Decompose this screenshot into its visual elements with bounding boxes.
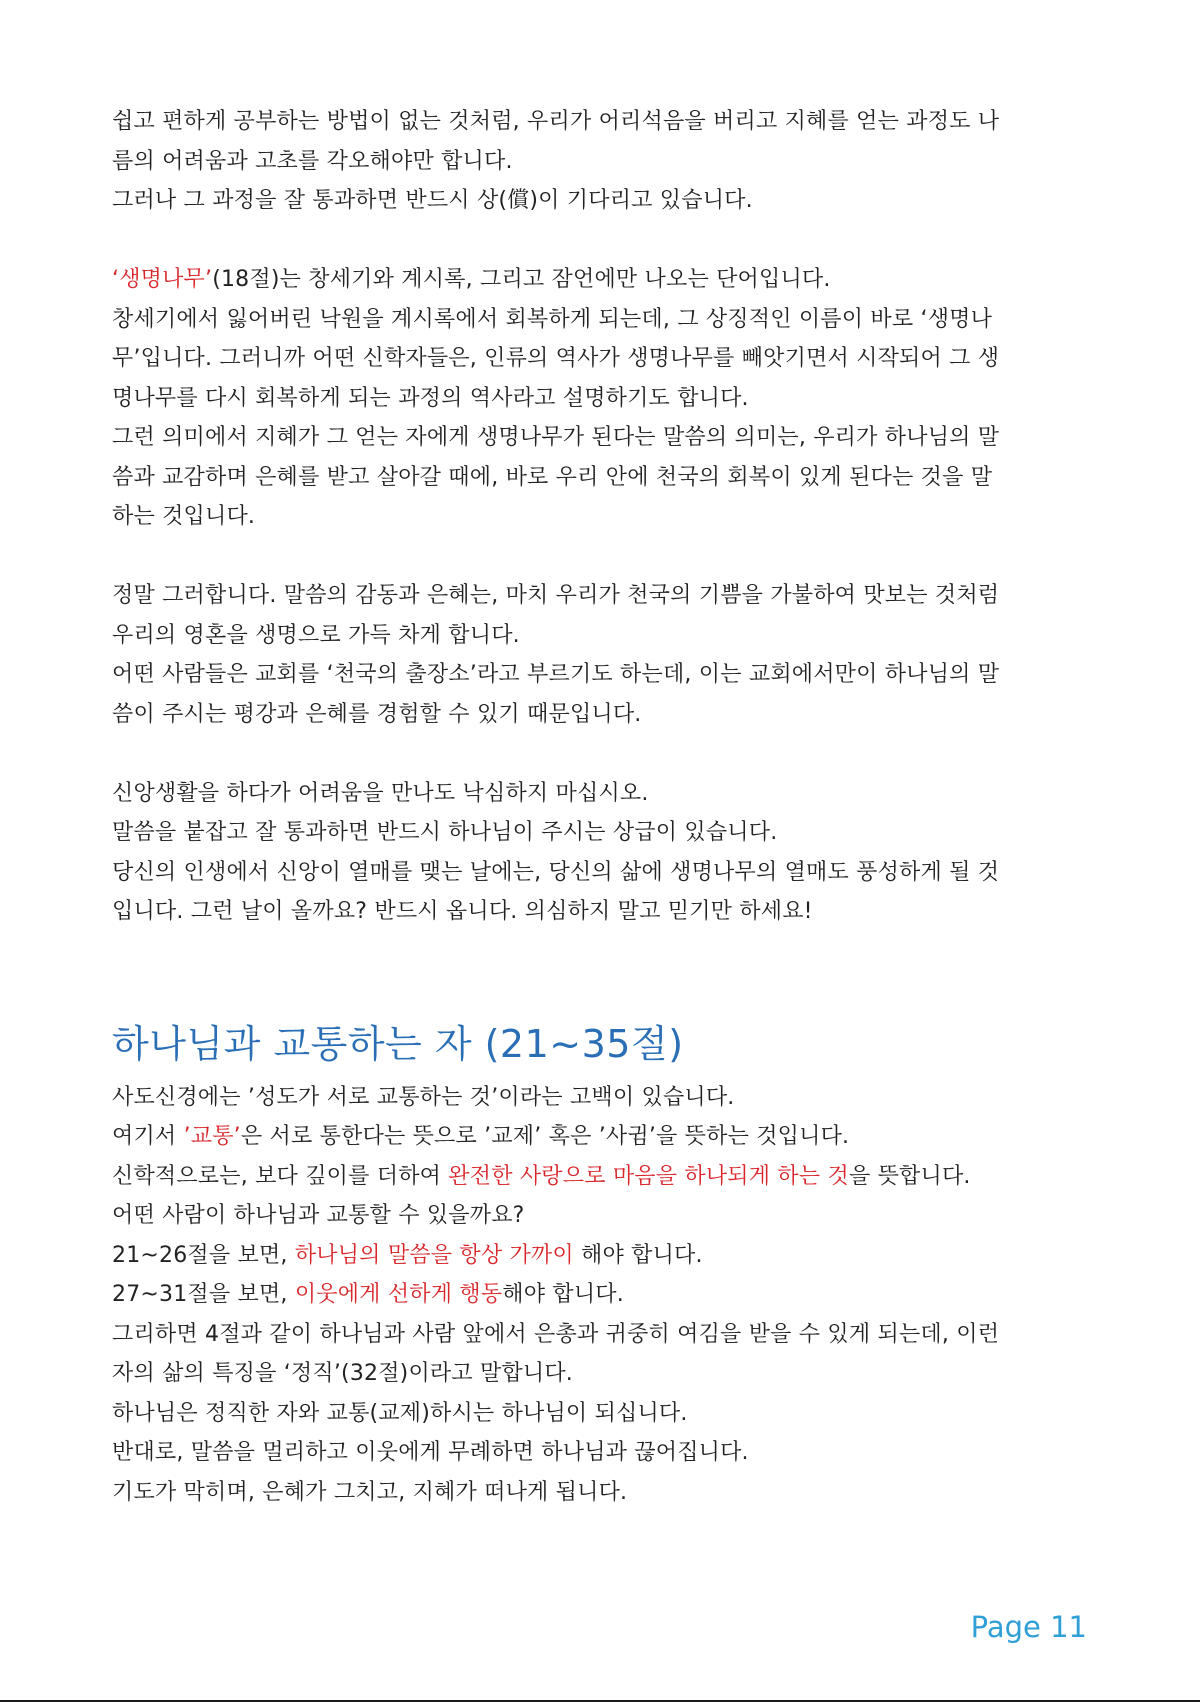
paragraph-line: 입니다. 그런 날이 올까요? 반드시 옵니다. 의심하지 말고 믿기만 하세요! [112, 899, 813, 924]
paragraph-line: 어떤 사람이 하나님과 교통할 수 있을까요? [112, 1203, 525, 1228]
paragraph-text: 여기서 [112, 1124, 184, 1149]
paragraph-gap [112, 221, 1088, 261]
paragraph-line: 당신의 인생에서 신앙이 열매를 맺는 날에는, 당신의 삶에 생명나무의 열매도 풍성하게 될 것 [112, 859, 1000, 885]
paragraph-line: 그리하면 4절과 같이 하나님과 사람 앞에서 은총과 귀중히 여김을 받을 수 있게 되는데, 이런 [112, 1321, 1000, 1347]
paragraph-line: 기도가 막히며, 은혜가 그치고, 지혜가 떠나게 됩니다. [112, 1479, 628, 1505]
highlight-text: 하나님의 말씀을 항상 가까이 [294, 1242, 574, 1268]
paragraph-text: 해야 합니다. [502, 1282, 624, 1307]
paragraph-gap [112, 734, 1088, 774]
paragraph-line [112, 260, 1088, 300]
paragraph-line [112, 1275, 1088, 1315]
paragraph-line: 정말 그러합니다. 말씀의 감동과 은혜는, 마치 우리가 천국의 기쁨을 가불하여 맛보는 것처럼 [112, 583, 1000, 608]
paragraph-line: 쉽고 편하게 공부하는 방법이 없는 것처럼, 우리가 어리석음을 버리고 지혜를 얻는 과정도 나 [112, 109, 1000, 134]
paragraph-text: 21~26절을 보면, [112, 1242, 295, 1268]
page-body [112, 102, 1088, 1512]
paragraph-line: 창세기에서 잃어버린 낙원을 계시록에서 회복하게 되는데, 그 상징적인 이름이 바로 ‘생명나 [112, 306, 993, 332]
paragraph-text: 신학적으로는, 보다 깊이를 더하여 [112, 1163, 449, 1189]
paragraph-line: 하는 것입니다. [112, 504, 256, 529]
page-number: Page 11 [970, 1610, 1087, 1644]
paragraph-line: 말씀을 붙잡고 잘 통과하면 반드시 하나님이 주시는 상급이 있습니다. [112, 820, 778, 845]
paragraph-line: 신앙생활을 하다가 어려움을 만나도 낙심하지 마십시오. [112, 780, 649, 806]
paragraph-line [112, 1236, 1088, 1276]
paragraph-line [112, 1117, 1088, 1157]
paragraph-line: 씀이 주시는 평강과 은혜를 경험할 수 있기 때문입니다. [112, 701, 642, 727]
highlight-text: 완전한 사랑으로 마음을 하나되게 하는 것 [448, 1163, 849, 1189]
highlight-text: 이웃에게 선하게 행동 [294, 1282, 503, 1307]
paragraph-line: 사도신경에는 ’성도가 서로 교통하는 것’이라는 고백이 있습니다. [112, 1084, 735, 1110]
paragraph-text: 은 서로 통한다는 뜻으로 ’교제’ 혹은 ’사귐’을 뜻하는 것입니다. [240, 1124, 850, 1149]
paragraph-line: 하나님은 정직한 자와 교통(교제)하시는 하나님이 되십니다. [112, 1400, 688, 1426]
paragraph-line: 씀과 교감하며 은혜를 받고 살아갈 때에, 바로 우리 안에 천국의 회복이 있게 된다는 것을 말 [112, 464, 993, 490]
section-gap [112, 932, 1088, 1012]
paragraph-line: 어떤 사람들은 교회를 ‘천국의 출장소’라고 부르기도 하는데, 이는 교회에서만이 하나님의 말 [112, 662, 1000, 687]
highlight-text: ‘생명나무’ [112, 267, 213, 292]
paragraph-line: 그러나 그 과정을 잘 통과하면 반드시 상(償)이 기다리고 있습니다. [112, 188, 753, 213]
paragraph-line: 반대로, 말씀을 멀리하고 이웃에게 무례하면 하나님과 끊어집니다. [112, 1440, 749, 1465]
paragraph-line: 그런 의미에서 지혜가 그 얻는 자에게 생명나무가 된다는 말씀의 의미는, 우리가 하나님의 말 [112, 425, 1000, 450]
paragraph-line: 우리의 영혼을 생명으로 가득 차게 합니다. [112, 622, 520, 648]
section-heading: 하나님과 교통하는 자 (21~35절) [112, 1021, 684, 1066]
paragraph-line: 름의 어려움과 고초를 각오해야만 합니다. [112, 148, 513, 174]
paragraph-line: 무’입니다. 그러니까 어떤 신학자들은, 인류의 역사가 생명나무를 빼앗기면서 시작되어 그 생 [112, 346, 1000, 371]
paragraph-text: 해야 합니다. [573, 1242, 703, 1268]
paragraph-gap [112, 537, 1088, 577]
highlight-text: ’교통’ [183, 1124, 241, 1149]
paragraph-text: 27~31절을 보면, [112, 1282, 295, 1307]
paragraph-line [112, 1157, 1088, 1197]
paragraph-text: (18절)는 창세기와 계시록, 그리고 잠언에만 나오는 단어입니다. [212, 267, 831, 292]
paragraph-line: 자의 삶의 특징을 ‘정직’(32절)이라고 말합니다. [112, 1361, 573, 1386]
paragraph-text: 을 뜻합니다. [848, 1163, 971, 1189]
paragraph-line: 명나무를 다시 회복하게 되는 과정의 역사라고 설명하기도 합니다. [112, 385, 749, 411]
